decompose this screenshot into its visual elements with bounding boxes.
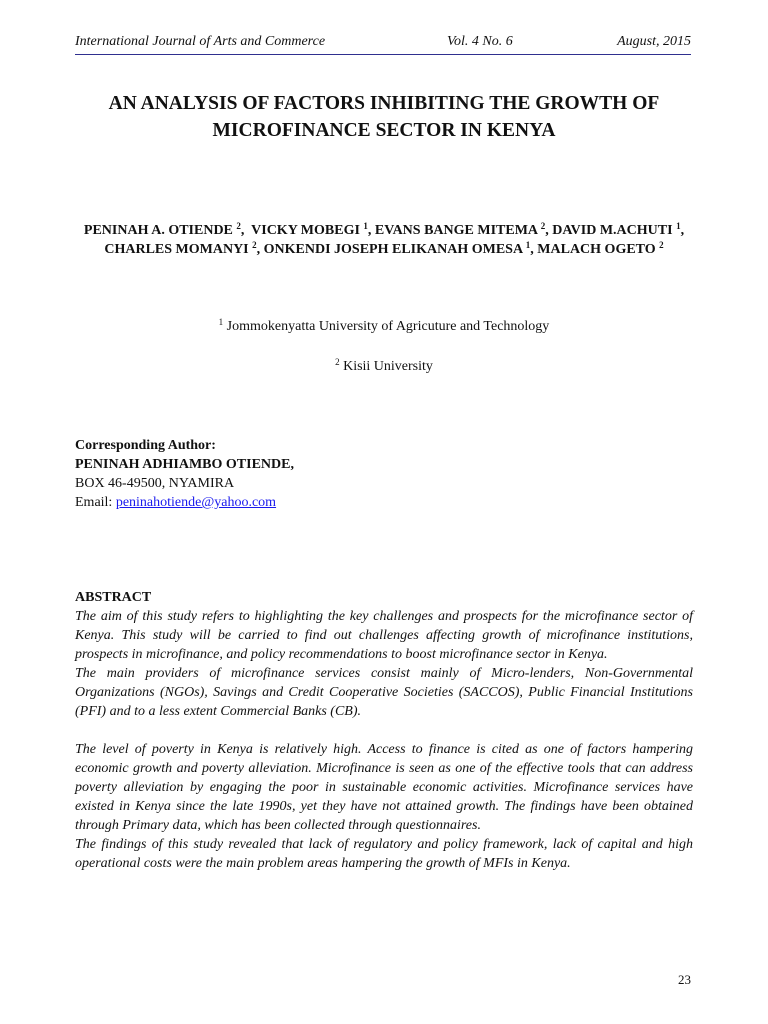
author-affiliation-mark: 2 — [252, 240, 257, 250]
corresponding-author-label: Corresponding Author: — [75, 438, 216, 453]
abstract-paragraph-3: The level of poverty in Kenya is relatively high. Access to finance is cited as one of factors hampering economic growth and poverty alleviation. Microfinance is seen as one of the effective tools that can address poverty alleviation by engaging the poor in sustainable economic activities. Microfinance services have existed in Kenya since the late 1990s, yet they have not attained growth. The findings have been obtained through Primary data, which has been collected through questionnaires. — [75, 742, 693, 833]
affiliation-1 — [60, 319, 708, 335]
author-name: VICKY MOBEGI — [251, 223, 360, 238]
title-line-2: MICROFINANCE SECTOR IN KENYA — [212, 120, 556, 141]
abstract-paragraph-2: The main providers of microfinance services consist mainly of Micro-lenders, Non-Governmental Organizations (NGOs), Savings and Credit Cooperative Societies (SACCOS), Public Financial Institutions (PFI) and to a less extent Commercial Banks (CB). — [75, 666, 693, 719]
corresponding-author-name: PENINAH ADHIAMBO OTIENDE, — [75, 457, 294, 472]
affiliation-2 — [60, 359, 708, 375]
corresponding-author-block — [75, 436, 294, 512]
author-separator: , — [256, 242, 264, 257]
author-name: DAVID M.ACHUTI — [552, 223, 673, 238]
affiliation-name: Jommokenyatta University of Agricuture and Technology — [226, 319, 550, 334]
author-affiliation-mark: 2 — [540, 221, 546, 231]
issue-date: August, 2015 — [617, 34, 691, 49]
author-affiliation-mark: 2 — [659, 240, 664, 250]
author-affiliation-mark: 1 — [363, 221, 368, 231]
author-separator: , — [530, 242, 538, 257]
corresponding-author-email-line — [75, 493, 294, 512]
author-name: ONKENDI JOSEPH ELIKANAH OMESA — [263, 242, 523, 257]
author-separator: , — [680, 223, 685, 238]
running-header — [75, 34, 691, 55]
abstract-heading: ABSTRACT — [75, 590, 152, 605]
author-line-2 — [60, 240, 708, 259]
page-number: 23 — [678, 972, 691, 987]
title-line-1: AN ANALYSIS OF FACTORS INHIBITING THE GROWTH OF — [108, 93, 660, 114]
journal-name: International Journal of Arts and Commerce — [75, 34, 326, 49]
author-separator: , — [545, 223, 553, 238]
email-link[interactable]: peninahotiende@yahoo.com — [115, 495, 277, 510]
author-affiliation-mark: 1 — [525, 240, 531, 250]
affiliation-name: Kisii University — [343, 359, 433, 374]
author-separator: , — [240, 223, 252, 238]
author-separator: , — [367, 223, 375, 238]
corresponding-author-address: BOX 46-49500, NYAMIRA — [75, 476, 235, 491]
abstract-section — [75, 588, 693, 873]
volume-number: Vol. 4 No. 6 — [447, 34, 513, 49]
author-affiliation-mark: 2 — [236, 221, 241, 231]
author-name: PENINAH A. OTIENDE — [83, 223, 233, 238]
author-name: CHARLES MOMANYI — [104, 242, 249, 257]
paper-title — [60, 90, 708, 144]
author-name: MALACH OGETO — [537, 242, 656, 257]
abstract-paragraph-1: The aim of this study refers to highlighting the key challenges and prospects for the microfinance sector of Kenya. This study will be carried to find out challenges affecting growth of microfinance institutions, prospects in microfinance, and policy recommendations to boost microfinance sector in Kenya. — [75, 609, 693, 662]
abstract-paragraph-4: The findings of this study revealed that lack of regulatory and policy framework, lack of capital and high operational costs were the main problem areas hampering the growth of MFIs in Kenya. — [75, 837, 693, 871]
author-list — [60, 221, 708, 259]
email-label: Email: — [75, 495, 116, 510]
author-name: EVANS BANGE MITEMA — [374, 223, 538, 238]
affiliation-mark: 2 — [335, 357, 340, 367]
author-affiliation-mark: 1 — [676, 221, 681, 231]
author-line-1 — [60, 221, 708, 240]
affiliation-mark: 1 — [218, 317, 224, 327]
